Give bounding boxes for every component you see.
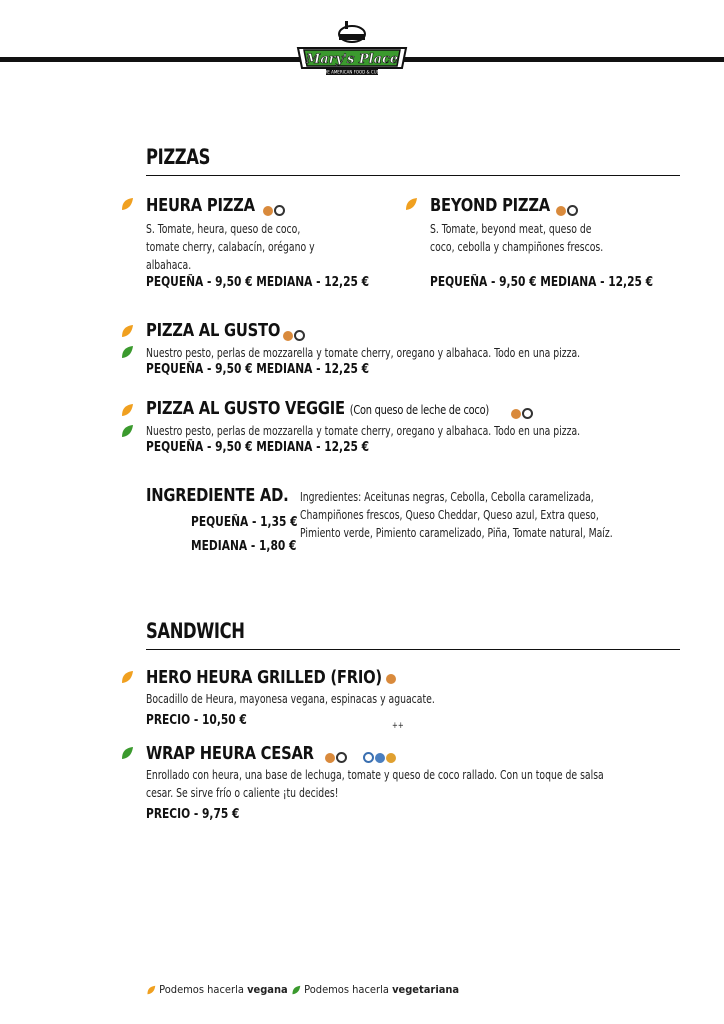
gluten-icon	[511, 409, 521, 419]
item-note: (Con queso de leche de coco)	[349, 403, 489, 417]
vegan-leaf-icon	[120, 197, 134, 211]
dairy-icon	[274, 205, 285, 216]
allergen-icons	[263, 202, 286, 220]
egg-icon	[363, 752, 374, 763]
item-title-ingrediente-ad: INGREDIENTE AD.	[146, 485, 289, 506]
vegan-leaf-icon	[120, 670, 134, 684]
item-desc-pizza-al-gusto: Nuestro pesto, perlas de mozzarella y tomate cherry, oregano y albahaca. Todo en una pizza.	[146, 346, 581, 360]
section-title-pizzas: PIZZAS	[146, 145, 210, 169]
gluten-icon	[283, 331, 293, 341]
item-title-hero-heura-grilled: HERO HEURA GRILLED (FRIO)	[146, 667, 382, 688]
vegan-leaf-icon	[120, 324, 134, 338]
vegan-leaf-icon	[120, 403, 134, 417]
item-desc-pizza-al-gusto-veggie: Nuestro pesto, perlas de mozzarella y tomate cherry, oregano y albahaca. Todo en una pizza.	[146, 424, 581, 438]
vegan-leaf-icon	[146, 985, 156, 995]
gluten-icon	[325, 753, 335, 763]
vegetarian-leaf-icon	[120, 424, 134, 438]
gluten-icon	[263, 206, 273, 216]
item-price-beyond-pizza: PEQUEÑA - 9,50 € MEDIANA - 12,25 €	[430, 275, 654, 290]
legend-vegetarian: Podemos hacerla vegetariana	[291, 983, 459, 996]
allergen-icons	[386, 670, 397, 688]
item-desc-heura-pizza: S. Tomate, heura, queso de coco, tomate cherry, calabacín, orégano y albahaca.	[146, 222, 315, 272]
item-price-wrap-heura-cesar: PRECIO - 9,75 €	[146, 807, 240, 822]
allergen-icons	[511, 405, 534, 423]
item-desc-hero-heura-grilled: Bocadillo de Heura, mayonesa vegana, espinacas y aguacate.	[146, 692, 435, 706]
dairy-icon	[522, 408, 533, 419]
item-title-pizza-al-gusto-veggie: PIZZA AL GUSTO VEGGIE (Con queso de leche de coco)	[146, 398, 489, 419]
extra-price-small: PEQUEÑA - 1,35 €	[191, 515, 298, 530]
extra-ingredients-list: Ingredientes: Aceitunas negras, Cebolla, Cebolla caramelizada, Champiñones frescos, Queso Cheddar, Queso azul, Extra queso, Pimiento verde, Pimiento caramelizado, Piña, Tomate natural, Maíz.	[300, 490, 613, 540]
allergen-icons	[283, 327, 306, 345]
extra-price-medium: MEDIANA - 1,80 €	[191, 539, 297, 554]
item-price-heura-pizza: PEQUEÑA - 9,50 € MEDIANA - 12,25 €	[146, 275, 370, 290]
item-price-pizza-al-gusto: PEQUEÑA - 9,50 € MEDIANA - 12,25 €	[146, 362, 370, 377]
vegetarian-leaf-icon	[120, 746, 134, 760]
vegan-leaf-icon	[404, 197, 418, 211]
mustard-icon	[386, 753, 396, 763]
item-title-wrap-heura-cesar: WRAP HEURA CESAR	[146, 743, 314, 764]
brand-tagline: THE AMERICAN FOOD & CUBA	[321, 69, 383, 75]
dairy-icon	[294, 330, 305, 341]
item-title-pizza-al-gusto: PIZZA AL GUSTO	[146, 320, 281, 341]
legend-vegan: Podemos hacerla vegana	[146, 983, 288, 996]
dairy-icon	[567, 205, 578, 216]
item-title-beyond-pizza: BEYOND PIZZA	[430, 195, 550, 216]
brand-logo[interactable]	[292, 18, 412, 84]
item-price-hero-heura-grilled: PRECIO - 10,50 €	[146, 713, 247, 728]
section-divider	[146, 175, 680, 176]
section-divider	[146, 649, 680, 650]
vegetarian-leaf-icon	[291, 985, 301, 995]
allergen-icons	[556, 202, 579, 220]
item-desc-wrap-heura-cesar: Enrollado con heura, una base de lechuga, tomate y queso de coco rallado. Con un toque de salsa cesar. Se sirve frío o caliente ¡tu decides!	[146, 768, 604, 800]
gluten-icon	[386, 674, 396, 684]
allergen-icons	[325, 749, 397, 767]
section-title-sandwich: SANDWICH	[146, 619, 245, 643]
brand-logo-text: Mary's Place	[305, 52, 399, 67]
gluten-icon	[556, 206, 566, 216]
dairy-icon	[336, 752, 347, 763]
small-mark: ++	[392, 721, 404, 731]
fish-icon	[375, 753, 385, 763]
item-price-pizza-al-gusto-veggie: PEQUEÑA - 9,50 € MEDIANA - 12,25 €	[146, 440, 370, 455]
vegetarian-leaf-icon	[120, 345, 134, 359]
item-desc-beyond-pizza: S. Tomate, beyond meat, queso de coco, cebolla y champiñones frescos.	[430, 222, 604, 254]
item-title-heura-pizza: HEURA PIZZA	[146, 195, 255, 216]
